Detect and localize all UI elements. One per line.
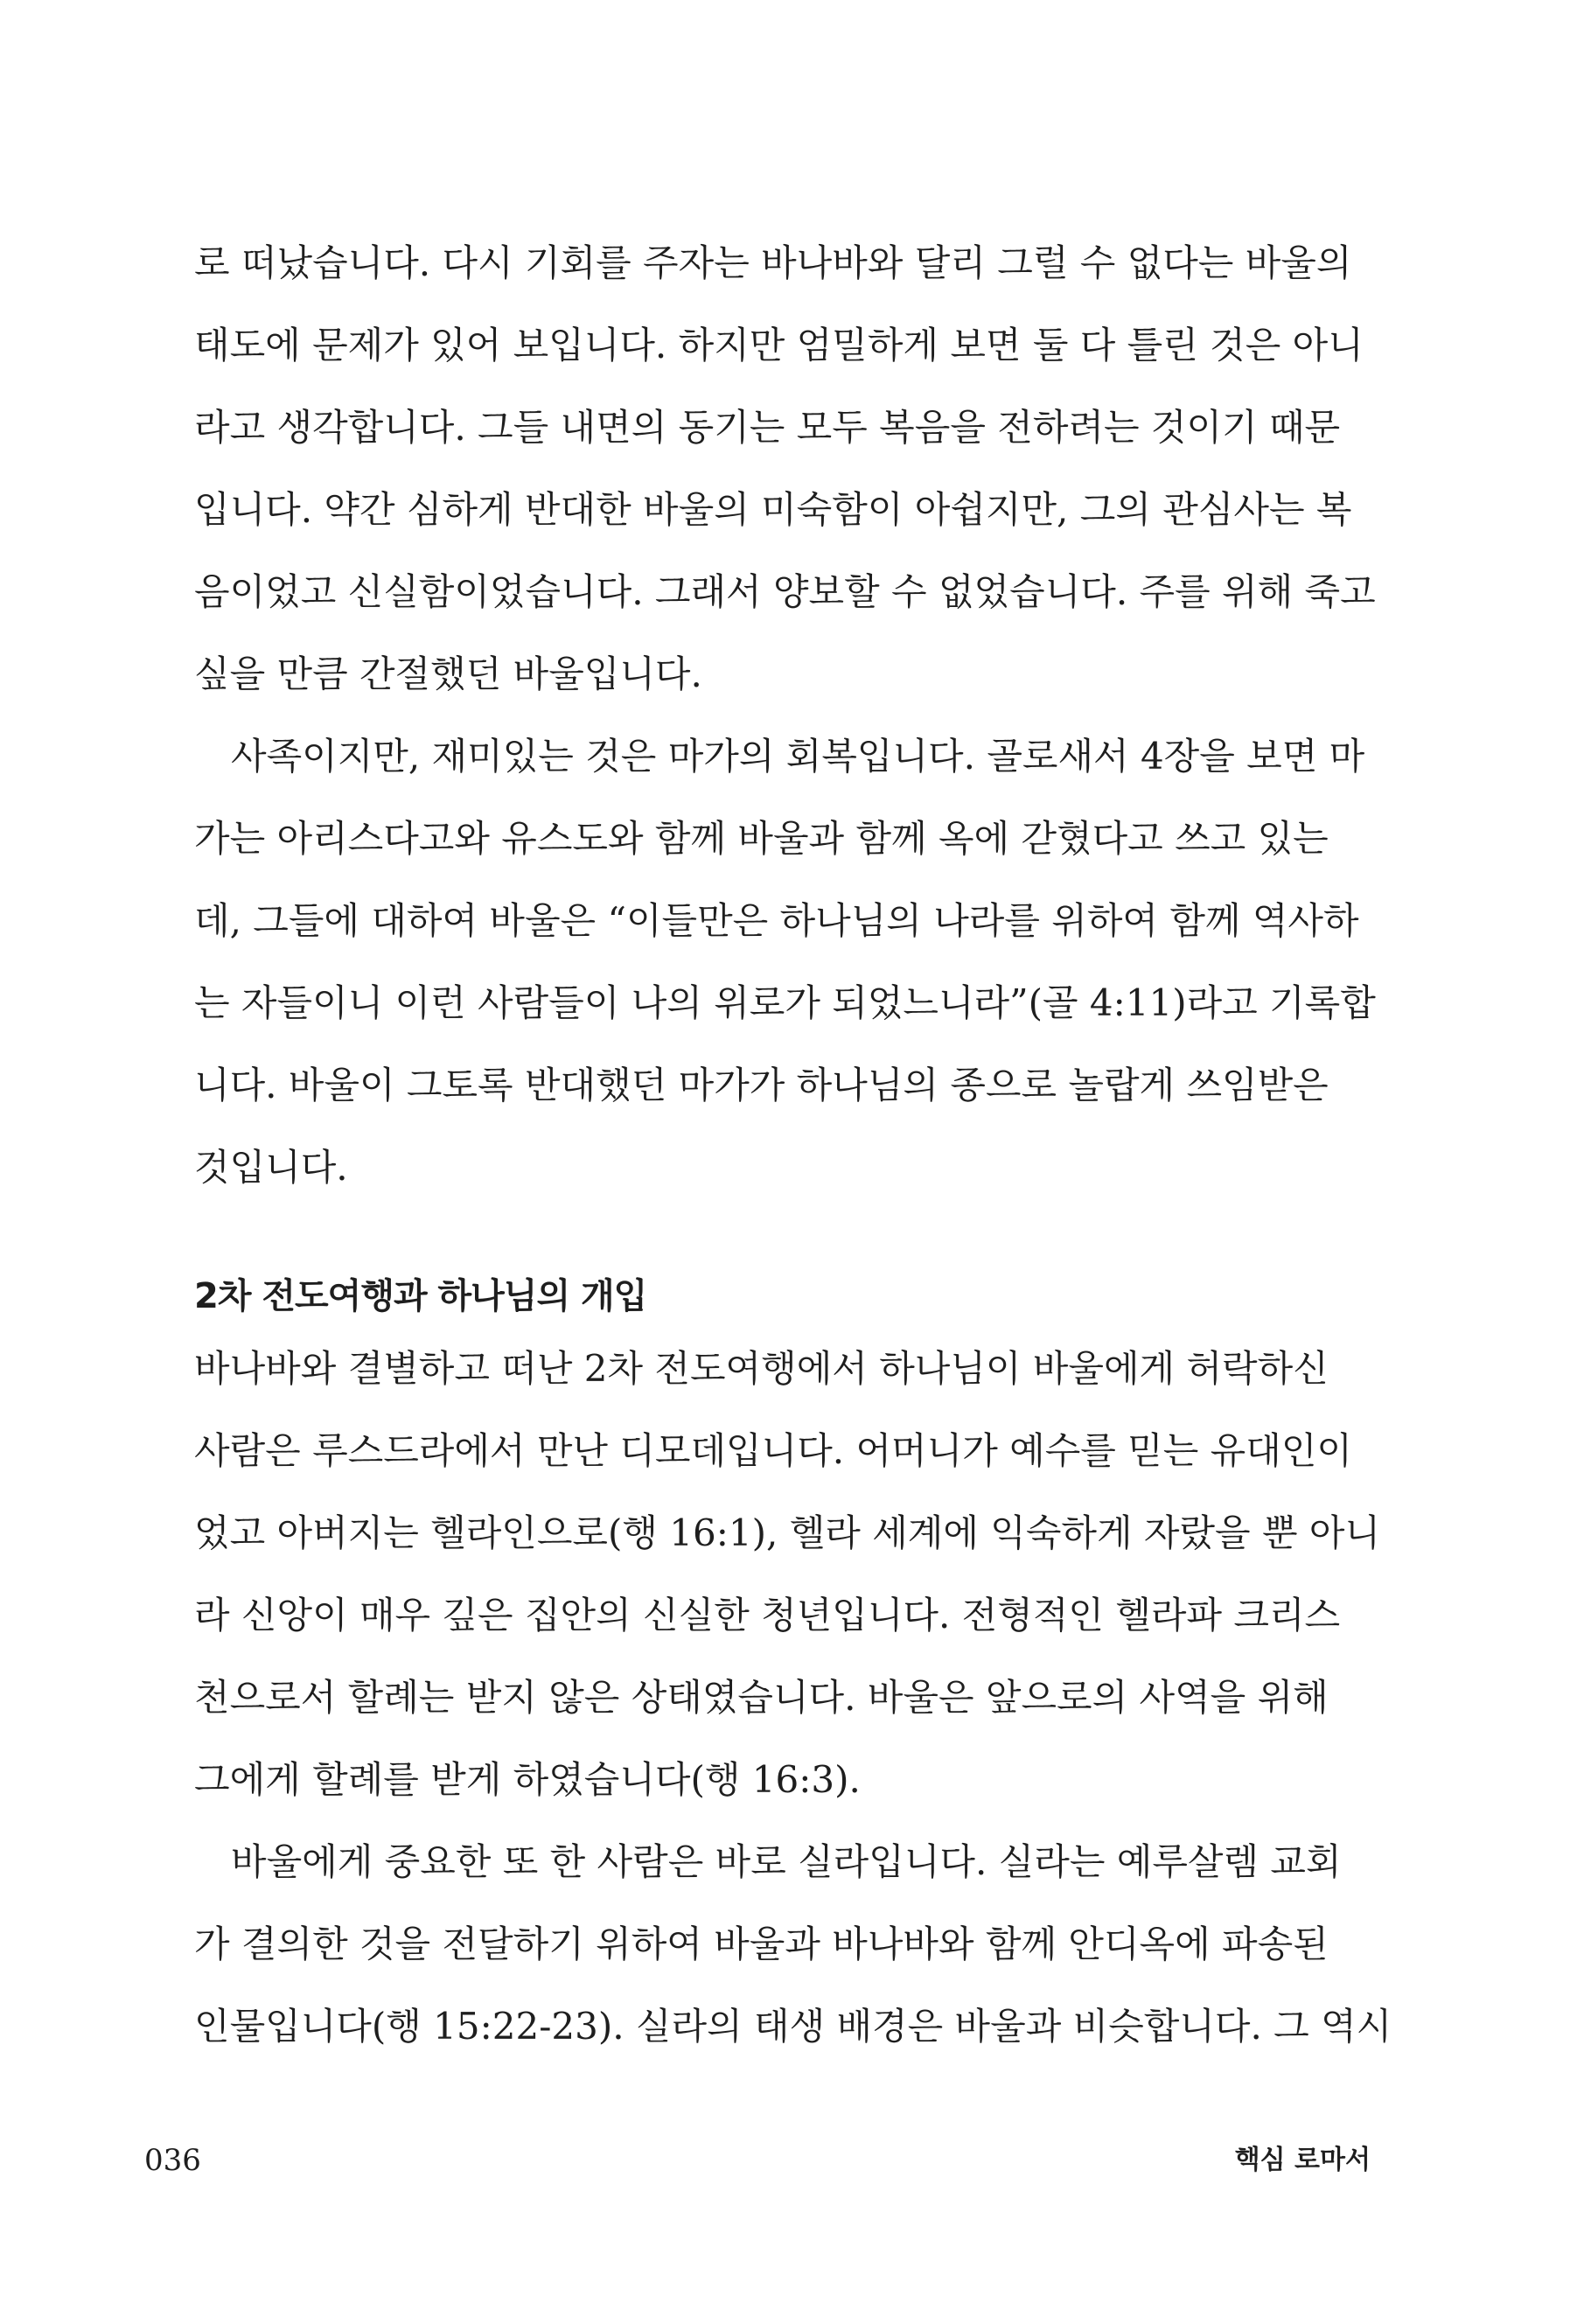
text-line: 음이었고 신실함이었습니다. 그래서 양보할 수 없었습니다. 주를 위해 죽고: [194, 570, 1376, 613]
text-line: 데, 그들에 대하여 바울은 “이들만은 하나님의 나라를 위하여 함께 역사하: [194, 899, 1359, 942]
text-line: 바나바와 결별하고 떠난 2차 전도여행에서 하나님이 바울에게 허락하신: [194, 1347, 1329, 1390]
text-line: 인물입니다(행 15:22-23). 실라의 태생 배경은 바울과 비슷합니다. 그 역시: [194, 2005, 1392, 2048]
text-line: 태도에 문제가 있어 보입니다. 하지만 엄밀하게 보면 둘 다 틀린 것은 아니: [194, 324, 1364, 366]
upper-paragraphs: [194, 222, 1376, 1209]
text-line: 로 떠났습니다. 다시 기회를 주자는 바나바와 달리 그럴 수 없다는 바울의: [194, 241, 1352, 284]
text-line: 니다. 바울이 그토록 반대했던 마가가 하나님의 종으로 놀랍게 쓰임받은: [194, 1064, 1329, 1106]
section-paragraphs: [194, 1328, 1392, 2068]
text-line: 사람은 루스드라에서 만난 디모데입니다. 어머니가 예수를 믿는 유대인이: [194, 1429, 1352, 1472]
text-line: 것입니다.: [194, 1146, 348, 1189]
text-line: 라고 생각합니다. 그들 내면의 동기는 모두 복음을 전하려는 것이기 때문: [194, 406, 1341, 449]
text-line: 사족이지만, 재미있는 것은 마가의 회복입니다. 골로새서 4장을 보면 마: [231, 735, 1365, 778]
text-line: 싶을 만큼 간절했던 바울입니다.: [194, 653, 702, 695]
text-line: 입니다. 약간 심하게 반대한 바울의 미숙함이 아쉽지만, 그의 관심사는 복: [194, 488, 1352, 531]
text-line: 는 자들이니 이런 사람들이 나의 위로가 되었느니라”(골 4:11)라고 기록합: [194, 981, 1376, 1024]
text-line: 라 신앙이 매우 깊은 집안의 신실한 청년입니다. 전형적인 헬라파 크리스: [194, 1594, 1341, 1637]
text-line: 바울에게 중요한 또 한 사람은 바로 실라입니다. 실라는 예루살렘 교회: [231, 1840, 1342, 1883]
text-line: 그에게 할례를 받게 하였습니다(행 16:3).: [194, 1758, 861, 1801]
page-number: 036: [144, 2143, 201, 2178]
text-line: 가는 아리스다고와 유스도와 함께 바울과 함께 옥에 갇혔다고 쓰고 있는: [194, 817, 1329, 860]
running-title: 핵심 로마서: [1234, 2145, 1371, 2175]
text-line: 가 결의한 것을 전달하기 위하여 바울과 바나바와 함께 안디옥에 파송된: [194, 1923, 1329, 1965]
text-line: 었고 아버지는 헬라인으로(행 16:1), 헬라 세계에 익숙하게 자랐을 뿐 아니: [194, 1511, 1381, 1554]
section-heading: 2차 전도여행과 하나님의 개입: [194, 1276, 647, 1316]
text-line: 천으로서 할례는 받지 않은 상태였습니다. 바울은 앞으로의 사역을 위해: [194, 1676, 1329, 1719]
